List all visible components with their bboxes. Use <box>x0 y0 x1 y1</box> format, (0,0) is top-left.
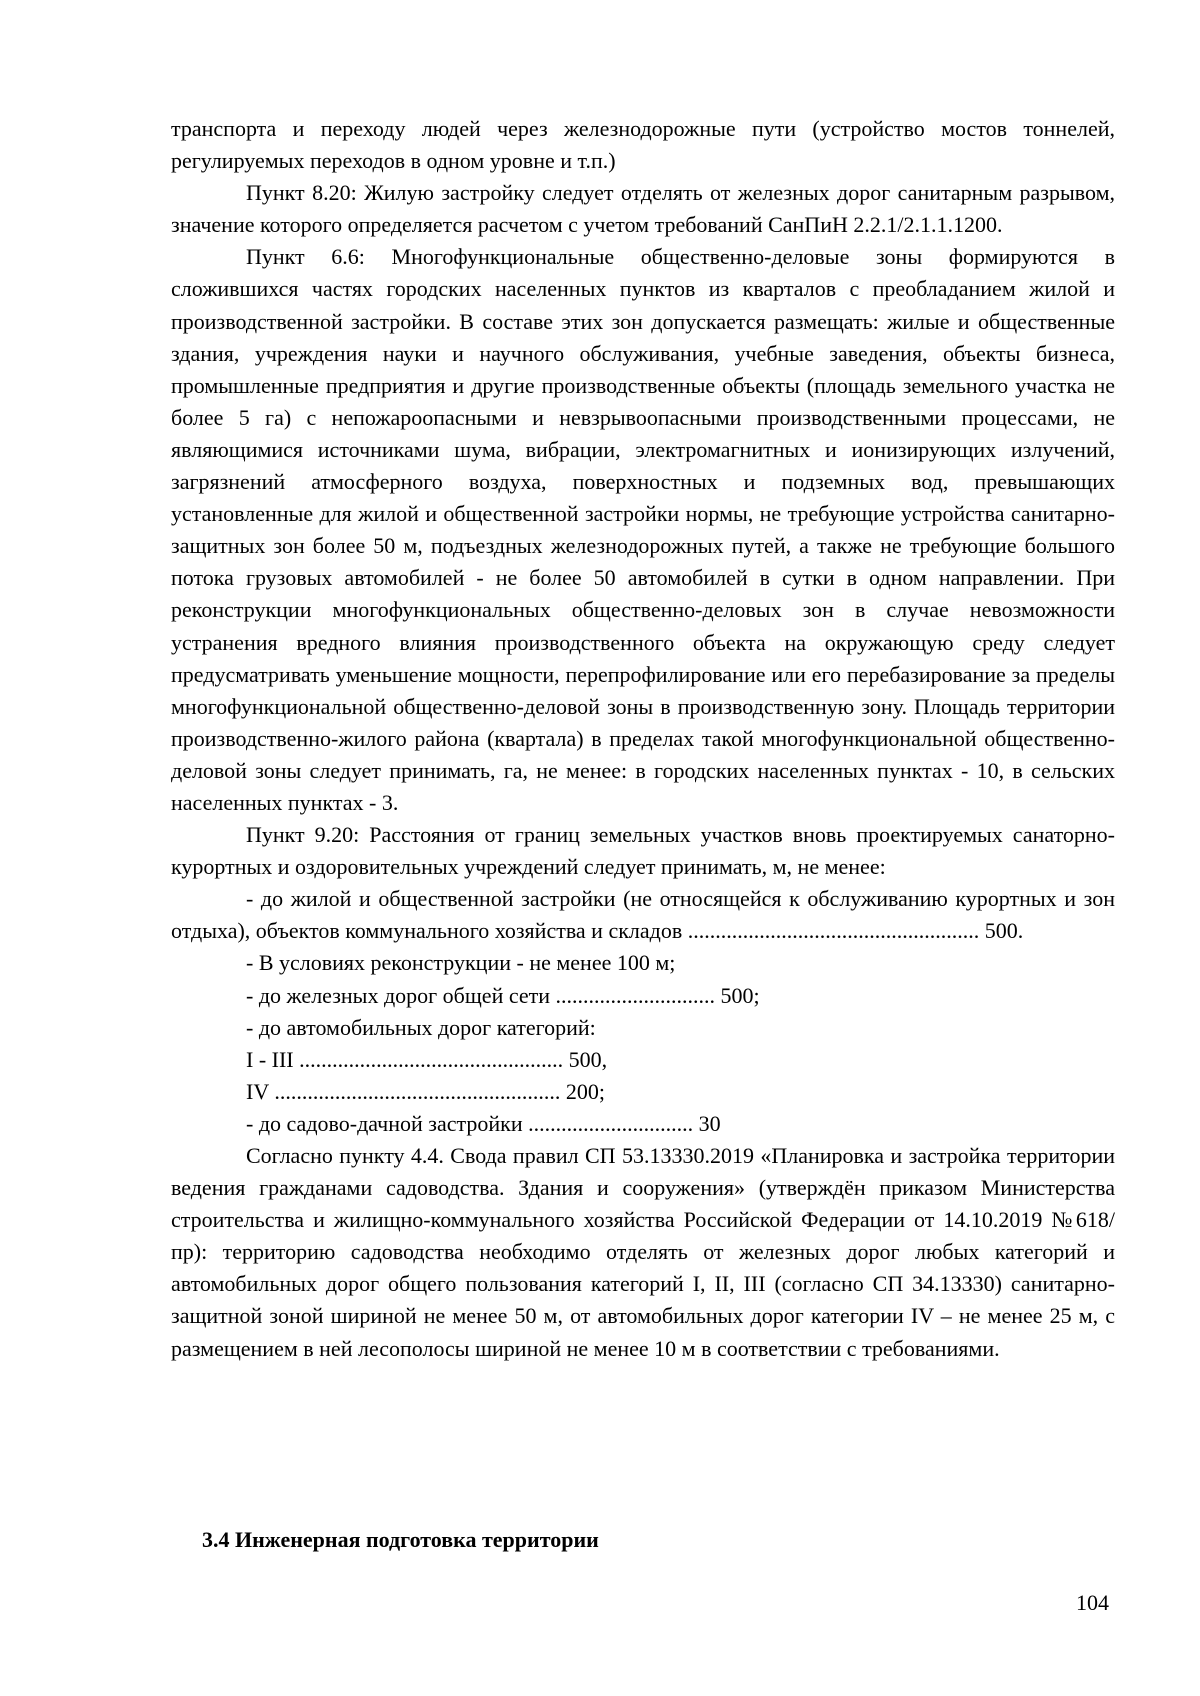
page-number: 104 <box>1076 1590 1109 1615</box>
paragraph-item-8-20: Пункт 8.20: Жилую застройку следует отделять от железных дорог санитарным разрывом, значение которого определяется расчетом с учетом требований СанПиН 2.2.1/2.1.1.1200. <box>171 180 1115 238</box>
list-item-roads-i-iii: I - III ................................................ 500, <box>246 1046 608 1072</box>
paragraph-item-9-20: Пункт 9.20: Расстояния от границ земельных участков вновь проектируемых санаторно-курортных и оздоровительных учреждений следует принимать, м, не менее: <box>171 822 1115 880</box>
paragraph-sp-53: Согласно пункту 4.4. Свода правил СП 53.13330.2019 «Планировка и застройка территории ведения гражданами садоводства. Здания и сооружения» (утверждён приказом Министерства строительства и жилищно-коммунального хозяйства Российской Федерации от 14.10.2019 №618/пр): территорию садоводства необходимо отделять от железных дорог любых категорий и автомобильных дорог общего пользования категорий I, II, III (согласно СП 34.13330) санитарно-защитной зоной шириной не менее 50 м, от автомобильных дорог категории IV – не менее 25 м, с размещением в ней лесополосы шириной не менее 10 м в соответствии с требованиями. <box>171 1143 1115 1361</box>
list-item-railways: - до железных дорог общей сети ............................. 500; <box>246 982 760 1008</box>
paragraph-continuation: транспорта и переходу людей через железнодорожные пути (устройство мостов тоннелей, регулируемых переходов в одном уровне и т.п.) <box>171 116 1115 174</box>
list-item-reconstruction: - В условиях реконструкции - не менее 100 м; <box>246 950 676 976</box>
section-heading: 3.4 Инженерная подготовка территории <box>202 1527 599 1552</box>
paragraph-item-6-6: Пункт 6.6: Многофункциональные общественно-деловые зоны формируются в сложившихся частях городских населенных пунктов из кварталов с преобладанием жилой и производственной застройки. В составе этих зон допускается размещать: жилые и общественные здания, учреждения науки и научного обслуживания, учебные заведения, объекты бизнеса, промышленные предприятия и другие производственные объекты (площадь земельного участка не более 5 га) с непожароопасными и невзрывоопасными производственными процессами, не являющимися источниками шума, вибрации, электромагнитных и ионизирующих излучений, загрязнений атмосферного воздуха, поверхностных и подземных вод, превышающих установленные для жилой и общественной застройки нормы, не требующие устройства санитарно-защитных зон более 50 м, подъездных железнодорожных путей, а также не требующие большого потока грузовых автомобилей - не более 50 автомобилей в сутки в одном направлении. При реконструкции многофункциональных общественно-деловых зон в случае невозможности устранения вредного влияния производственного объекта на окружающую среду следует предусматривать уменьшение мощности, перепрофилирование или его перебазирование за пределы многофункциональной общественно-деловой зоны в производственную зону. Площадь территории производственно-жилого района (квартала) в пределах такой многофункциональной общественно-деловой зоны следует принимать, га, не менее: в городских населенных пунктах - 10, в сельских населенных пунктах - 3. <box>171 244 1115 815</box>
list-item-roads-iv: IV .................................................... 200; <box>246 1078 605 1104</box>
list-item-roads: - до автомобильных дорог категорий: <box>246 1014 596 1040</box>
list-item-garden: - до садово-дачной застройки .............................. 30 <box>246 1110 721 1136</box>
document-body <box>171 113 1115 1365</box>
paragraph-residential-distance: - до жилой и общественной застройки (не относящейся к обслуживанию курортных и зон отдыха), объектов коммунального хозяйства и складов ..................................................... 500. <box>171 886 1115 944</box>
